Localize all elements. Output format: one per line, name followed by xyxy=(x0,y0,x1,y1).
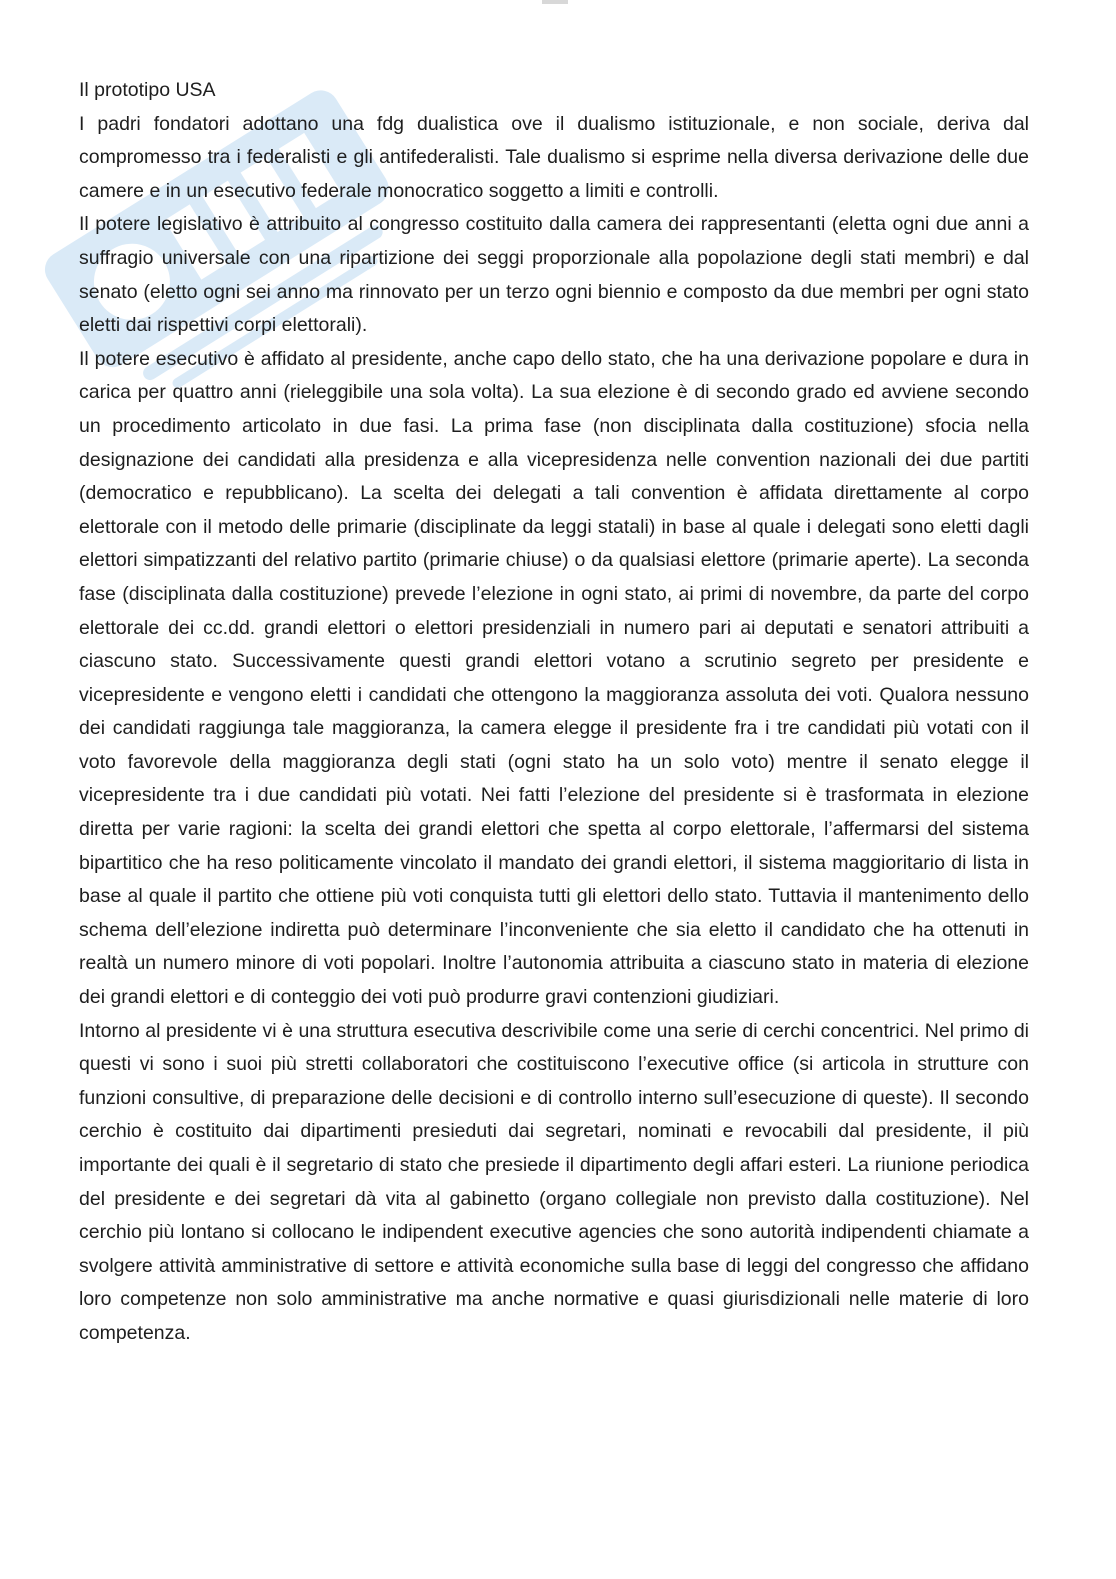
paragraph-legislative: Il potere legislativo è attribuito al congresso costituito dalla camera dei rappresentanti (eletta ogni due anni a suffragio universale con una ripartizione dei seggi proporzionale alla popolazione degli stati membri) e dal senato (eletto ogni sei anno ma rinnovato per un terzo ogni biennio e composto da due membri per ogni stato eletti dai rispettivi corpi elettorali). xyxy=(79,213,1029,337)
document-title: Il prototipo USA xyxy=(79,79,216,101)
header-mark xyxy=(542,0,568,4)
paragraph-intro: I padri fondatori adottano una fdg dualistica ove il dualismo istituzionale, e non sociale, deriva dal compromesso tra i federalisti e gli antifederalisti. Tale dualismo si esprime nella diversa derivazione delle due camere e in un esecutivo federale monocratico soggetto a limiti e controlli. xyxy=(79,112,1029,202)
paragraph-executive-structure: Intorno al presidente vi è una struttura esecutiva descrivibile come una serie di cerchi concentrici. Nel primo di questi vi sono i suoi più stretti collaboratori che costituiscono l’executive office (si articola in strutture con funzioni consultive, di preparazione delle decisioni e di controllo interno sull’esecuzione di queste). Il secondo cerchio è costituito dai dipartimenti presieduti dai segretari, nominati e revocabili dal presidente, il più importante dei quali è il segretario di stato che presiede il dipartimento degli affari esteri. La riunione periodica del presidente e dei segretari dà vita al gabinetto (organo collegiale non previsto dalla costituzione). Nel cerchio più lontano si collocano le indipendent executive agencies che sono autorità indipendenti chiamate a svolgere attività amministrative di settore e attività economiche sulla base di leggi del congresso che affidano loro competenze non solo amministrative ma anche normative e quasi giurisdizionali nelle materie di loro competenza. xyxy=(79,1019,1029,1344)
paragraph-executive: Il potere esecutivo è affidato al presidente, anche capo dello stato, che ha una derivazione popolare e dura in carica per quattro anni (rieleggibile una sola volta). La sua elezione è di secondo grado ed avviene secondo un procedimento articolato in due fasi. La prima fase (non disciplinata dalla costituzione) sfocia nella designazione dei candidati alla presidenza e alla vicepresidenza nelle convention nazionali dei due partiti (democratico e repubblicano). La scelta dei delegati a tali convention è affidata direttamente al corpo elettorale con il metodo delle primarie (disciplinate da leggi statali) in base al quale i delegati sono eletti dagli elettori simpatizzanti del relativo partito (primarie chiuse) o da qualsiasi elettore (primarie aperte). La seconda fase (disciplinata dalla costituzione) prevede l’elezione in ogni stato, ai primi di novembre, da parte del corpo elettorale dei cc.dd. grandi elettori o elettori presidenziali in numero pari ai deputati e senatori attribuiti a ciascuno stato. Successivamente questi grandi elettori votano a scrutinio segreto per presidente e vicepresidente e vengono eletti i candidati che ottengono la maggioranza assoluta dei voti. Qualora nessuno dei candidati raggiunga tale maggioranza, la camera elegge il presidente fra i tre candidati più votati con il voto favorevole della maggioranza degli stati (ogni stato ha un solo voto) mentre il senato elegge il vicepresidente tra i due candidati più votati. Nei fatti l’elezione del presidente si è trasformata in elezione diretta per varie ragioni: la scelta dei grandi elettori che spetta al corpo elettorale, l’affermarsi del sistema bipartitico che ha reso politicamente vincolato il mandato dei grandi elettori, il sistema maggioritario di lista in base al quale il partito che ottiene più voti conquista tutti gli elettori dello stato. Tuttavia il mantenimento dello schema dell’elezione indiretta può determinare l’inconveniente che sia eletto il candidato che ha ottenuti in realtà un numero minore di voti popolari. Inoltre l’autonomia attribuita a ciascuno stato in materia di elezione dei grandi elettori e di conteggio dei voti può produrre gravi contenzioni giudiziari. xyxy=(79,347,1029,1009)
document-body xyxy=(79,74,1029,1351)
